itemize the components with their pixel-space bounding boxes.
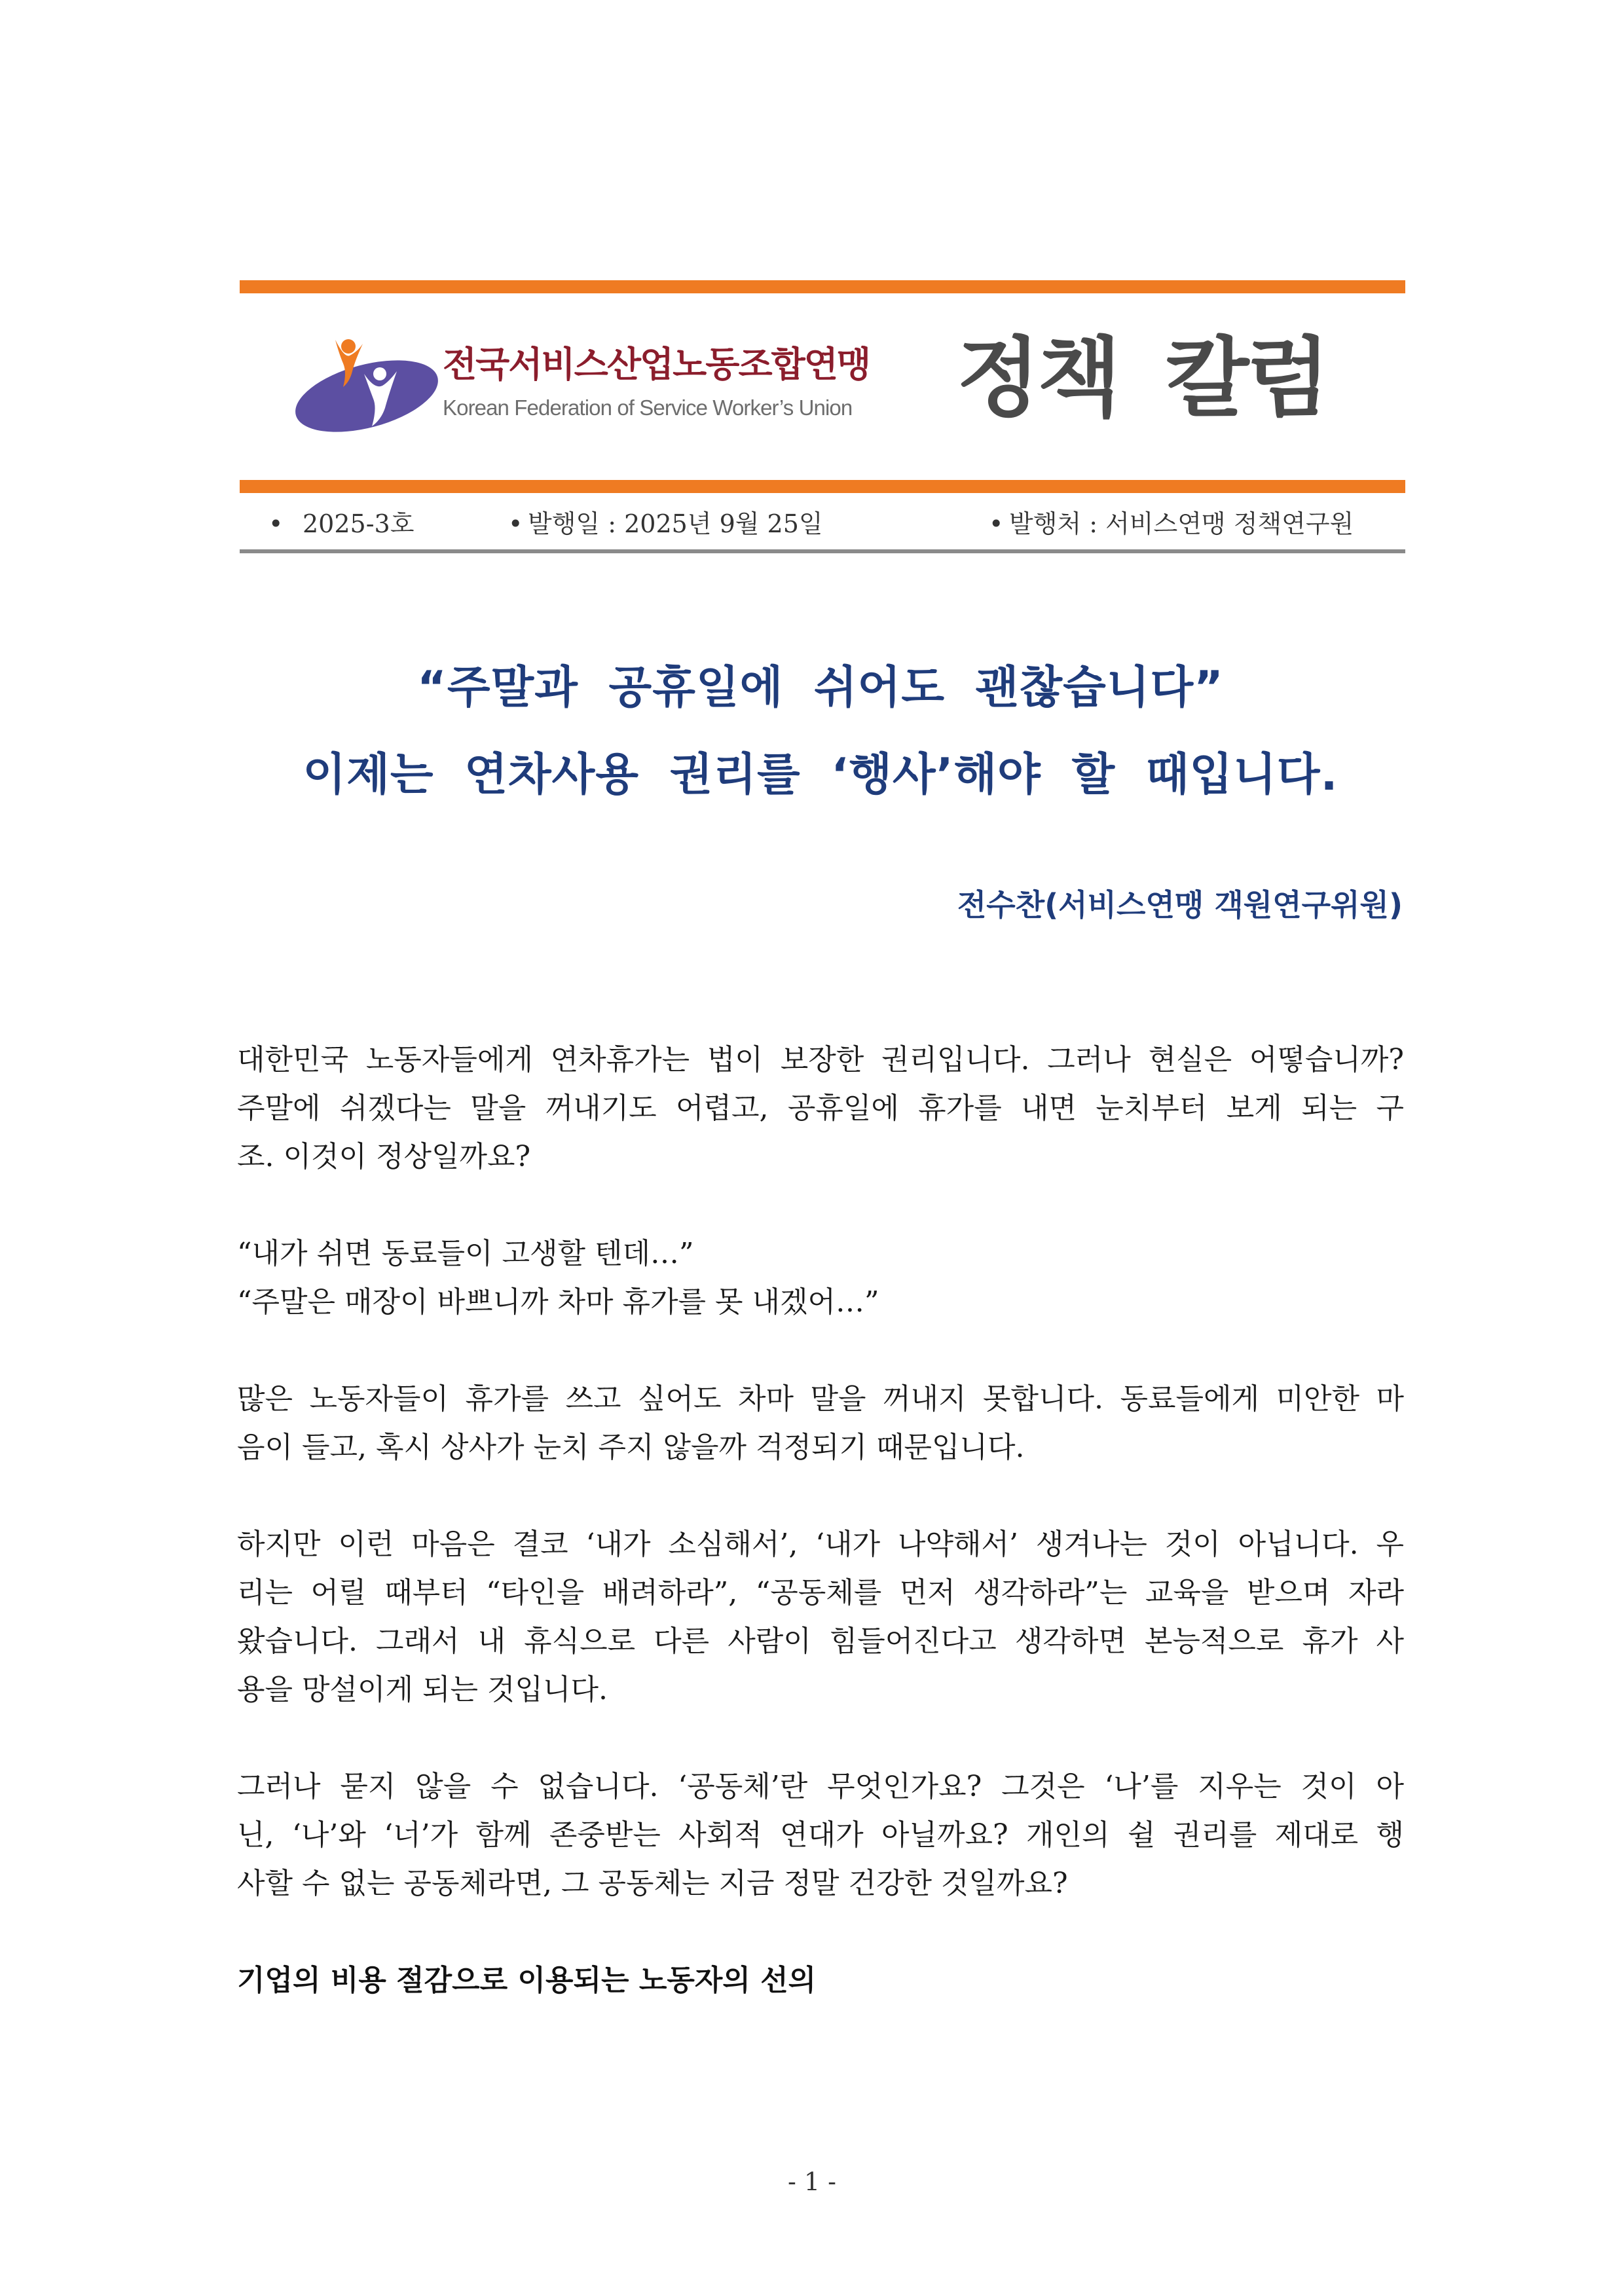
paragraph-4 [237, 1763, 1404, 1908]
paragraph-line: 많은 노동자들이 휴가를 쓰고 싶어도 차마 말을 꺼내지 못합니다. 동료들에게 미안한 마 [237, 1382, 1404, 1416]
quote-line: “주말은 매장이 바쁘니까 차마 휴가를 못 내겠어…” [237, 1285, 879, 1319]
paragraph-line: 왔습니다. 그래서 내 휴식으로 다른 사람이 힘들어진다고 생각하면 본능적으로 휴가 사 [237, 1625, 1404, 1658]
quote-line: “내가 쉬면 동료들이 고생할 텐데…” [237, 1237, 694, 1270]
paragraph-line: 용을 망설이게 되는 것입니다. [237, 1673, 608, 1706]
quote-block [237, 1230, 1404, 1327]
paragraph-line: 음이 들고, 혹시 상사가 눈치 주지 않을까 걱정되기 때문입니다. [237, 1431, 1025, 1464]
paragraph-line: 하지만 이런 마음은 결코 ‘내가 소심해서’, ‘내가 나약해서’ 생겨나는 것이 아닙니다. 우 [237, 1528, 1404, 1561]
publisher: 발행처 : 서비스연맹 정책연구원 [1009, 509, 1354, 538]
paragraph-3 [237, 1520, 1404, 1714]
header-bottom-rule [240, 480, 1405, 493]
paragraph-line: 닌, ‘나’와 ‘너’가 함께 존중받는 사회적 연대가 아닐까요? 개인의 쉴 권리를 제대로 행 [237, 1818, 1404, 1852]
issue-bullet: • [268, 509, 284, 538]
paragraph-line: 조. 이것이 정상일까요? [237, 1140, 531, 1173]
info-underline [240, 549, 1405, 553]
paragraph-1 [237, 1036, 1404, 1181]
article-title-line-1: “주말과 공휴일에 쉬어도 괜찮습니다” [417, 662, 1224, 714]
article-title-line-2: 이제는 연차사용 권리를 ‘행사’해야 할 때입니다. [303, 749, 1338, 801]
header-top-rule [240, 280, 1405, 293]
article-body [237, 1036, 1404, 2005]
union-logo-emblem [288, 333, 445, 438]
paragraph-line: 대한민국 노동자들에게 연차휴가는 법이 보장한 권리입니다. 그러나 현실은 어떻습니까? [237, 1043, 1404, 1076]
paragraph-line: 그러나 묻지 않을 수 없습니다. ‘공동체’란 무엇인가요? 그것은 ‘나’를 지우는 것이 아 [237, 1770, 1404, 1803]
date-bullet: • [508, 509, 523, 538]
paragraph-line: 리는 어릴 때부터 “타인을 배려하라”, “공동체를 먼저 생각하라”는 교육을 받으며 자라 [237, 1576, 1404, 1609]
org-name-korean: 전국서비스산업노동조합연맹 [443, 344, 870, 385]
paragraph-2 [237, 1375, 1404, 1472]
column-type-label: 정책 칼럼 [957, 328, 1328, 429]
paragraph-line: 주말에 쉬겠다는 말을 꺼내기도 어렵고, 공휴일에 휴가를 내면 눈치부터 보게 되는 구 [237, 1092, 1404, 1125]
section-heading: 기업의 비용 절감으로 이용되는 노동자의 선의 [237, 1964, 817, 1997]
org-name-english: Korean Federation of Service Worker’s Union [443, 395, 853, 420]
publisher-bullet: • [989, 509, 1004, 538]
published-date: 발행일 : 2025년 9월 25일 [528, 509, 823, 538]
paragraph-line: 사할 수 없는 공동체라면, 그 공동체는 지금 정말 건강한 것일까요? [237, 1867, 1068, 1900]
author-byline: 전수찬(서비스연맹 객원연구위원) [957, 887, 1403, 923]
page-number: - 1 - [787, 2167, 836, 2196]
issue-number: 2025-3호 [303, 509, 415, 538]
